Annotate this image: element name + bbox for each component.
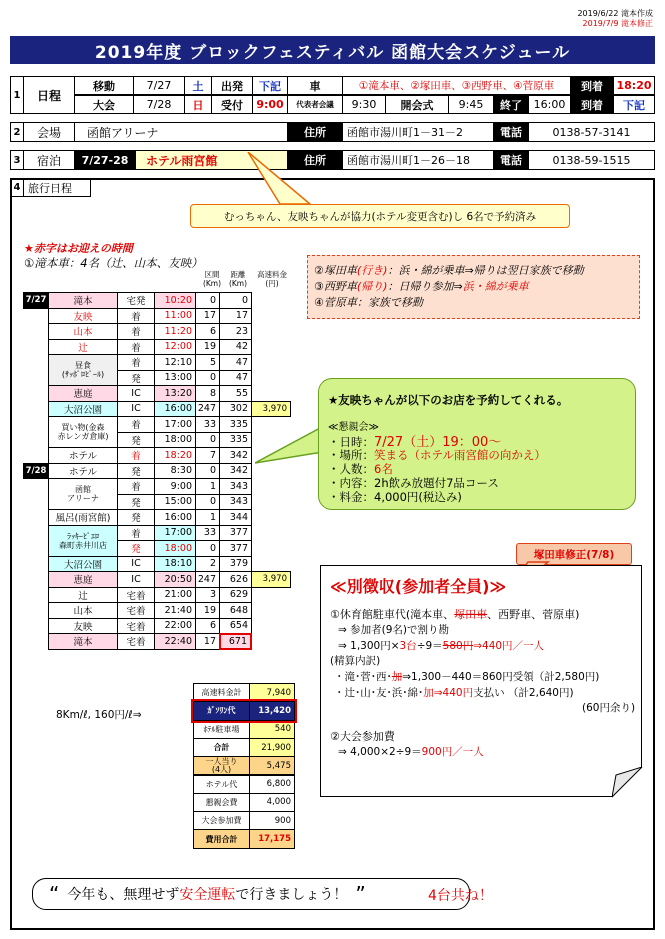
callout1-text: むっちゃん、友映ちゃんが協力(ホテル変更含む)し 6名で予約済み — [223, 210, 537, 223]
place-line1: 函館 — [75, 485, 91, 494]
schedule-section-km: 0 — [195, 370, 220, 387]
uketsuke-label: 受付 — [211, 95, 253, 114]
schedule-total-km: 342 — [219, 447, 252, 464]
place-line1: ﾗｯｷｰﾋﾟｴﾛ — [67, 531, 99, 541]
schedule-date — [23, 370, 49, 387]
row3-num: 3 — [10, 150, 24, 170]
open-label: 開会式 — [385, 95, 449, 114]
row4-num: 4 — [10, 178, 24, 197]
rep-time: 9:30 — [342, 95, 386, 114]
schedule-total-km: 377 — [219, 525, 252, 542]
schedule-time: 17:00 — [154, 525, 196, 542]
schedule-section-km: 19 — [195, 339, 220, 356]
schedule-action: 宅着 — [117, 587, 155, 604]
schedule-place: 大沼公園 — [48, 556, 118, 573]
schedule-time: 17:00 — [154, 416, 196, 433]
cost-label: 高速料金計 — [193, 683, 250, 702]
hdr-toll: 高速料金 (円) — [257, 270, 287, 288]
schedule-total-km: 343 — [219, 478, 252, 495]
party-title: ★友映ちゃんが以下のお店を予約してくれる。 — [328, 393, 569, 407]
pickup-car1: ①滝本車：4名（辻、山本、友映） — [24, 256, 203, 270]
schedule-action: 宅発 — [117, 292, 155, 309]
hdr-kukan: 区間 (Km) — [202, 270, 222, 288]
arrive-val-2: 下記 — [613, 95, 655, 114]
schedule-action: 発 — [117, 494, 155, 511]
schedule-place: 山本 — [48, 602, 118, 619]
schedule-place — [48, 525, 118, 557]
schedule-toll — [251, 323, 291, 340]
created-date: 2019/6/22 滝本作成 — [577, 9, 653, 18]
schedule-section-km: 0 — [195, 432, 220, 449]
arrive-label-1: 到着 — [570, 76, 614, 95]
schedule-toll: 3,970 — [251, 401, 291, 418]
schedule-place — [48, 416, 118, 448]
cost-label — [193, 756, 250, 775]
cost-value: 5,475 — [249, 756, 295, 775]
cost-value: 17,175 — [249, 829, 295, 848]
schedule-time: 11:20 — [154, 323, 196, 340]
cost-label: ｶﾞｿﾘﾝ代 — [193, 701, 250, 720]
schedule-action: IC — [117, 385, 155, 402]
cost-value: 540 — [249, 720, 295, 739]
schedule-time: 12:00 — [154, 339, 196, 356]
extra-title: ≪別徴収(参加者全員)≫ — [330, 577, 507, 596]
other-cars-line3: ④菅原車：家族で移動 — [314, 296, 423, 309]
schedule-section-km: 1 — [195, 478, 220, 495]
dep-val: 下記 — [252, 76, 288, 95]
schedule-action: IC — [117, 556, 155, 573]
schedule-place: ホテル — [48, 463, 118, 480]
party-heading: ≪懇親会≫ — [328, 422, 379, 433]
venue-addr: 函館市湯川町1－31－2 — [342, 122, 494, 142]
open-time: 9:45 — [448, 95, 494, 114]
schedule-total-km: 379 — [219, 556, 252, 573]
row2-num: 2 — [10, 122, 24, 142]
schedule-time: 18:00 — [154, 540, 196, 557]
schedule-action: 着 — [117, 339, 155, 356]
taikai-day: 日 — [184, 95, 212, 114]
quote-close: ” — [355, 882, 366, 906]
schedule-toll — [251, 556, 291, 573]
schedule-section-km: 0 — [195, 463, 220, 480]
cost-label: 合計 — [193, 738, 250, 757]
venue-tel: 0138-57-3141 — [528, 122, 655, 142]
schedule-time: 22:00 — [154, 618, 196, 635]
other-cars-line2: ③西野車(帰り)：日帰り参加⇒浜・綿が乗車 — [314, 280, 529, 293]
schedule-action: 着 — [117, 416, 155, 433]
schedule-place: ホテル — [48, 447, 118, 464]
row4-label: 旅行日程 — [23, 178, 91, 197]
schedule-time: 9:00 — [154, 478, 196, 495]
venue-tel-label: 電話 — [493, 122, 529, 142]
schedule-section-km: 7 — [195, 447, 220, 464]
schedule-total-km: 629 — [219, 587, 252, 604]
schedule-total-km: 344 — [219, 509, 252, 526]
schedule-date — [23, 556, 49, 573]
party-fee: ・料金：4,000円(税込み) — [328, 490, 462, 504]
schedule-section-km: 6 — [195, 618, 220, 635]
cost-label: 大会参加費 — [193, 811, 250, 830]
cost-value: 7,940 — [249, 683, 295, 702]
move-day: 土 — [184, 76, 212, 95]
schedule-date — [23, 618, 49, 635]
schedule-total-km: 648 — [219, 602, 252, 619]
schedule-toll — [251, 633, 291, 650]
schedule-total-km: 671 — [219, 633, 252, 650]
schedule-section-km: 5 — [195, 354, 220, 371]
cost-label: ホテル代 — [193, 775, 250, 794]
place-line2: (ｻｯﾎﾟﾛﾋﾟｰﾙ) — [61, 370, 105, 379]
schedule-time: 8:30 — [154, 463, 196, 480]
schedule-section-km: 0 — [195, 540, 220, 557]
schedule-action: 発 — [117, 432, 155, 449]
schedule-place: 大沼公園 — [48, 401, 118, 418]
schedule-total-km: 335 — [219, 432, 252, 449]
gasoline-highlight — [191, 699, 297, 722]
schedule-time: 16:00 — [154, 401, 196, 418]
schedule-section-km: 8 — [195, 385, 220, 402]
taikai-label: 大会 — [74, 95, 134, 114]
schedule-toll — [251, 509, 291, 526]
schedule-time: 18:20 — [154, 447, 196, 464]
schedule-section-km: 1 — [195, 509, 220, 526]
row2-label: 会場 — [23, 122, 75, 142]
schedule-total-km: 302 — [219, 401, 252, 418]
schedule-section-km: 17 — [195, 633, 220, 650]
schedule-action: 着 — [117, 447, 155, 464]
schedule-section-km: 33 — [195, 525, 220, 542]
schedule-toll — [251, 292, 291, 309]
callout1-pointer — [240, 152, 320, 212]
schedule-total-km: 626 — [219, 571, 252, 588]
schedule-place: 滝本 — [48, 633, 118, 650]
schedule-date: 7/27 — [23, 292, 49, 309]
title-bar — [10, 36, 655, 64]
schedule-section-km: 17 — [195, 308, 220, 325]
schedule-date — [23, 323, 49, 340]
place-line1: 買い物(金森 — [61, 423, 105, 432]
schedule-total-km: 335 — [219, 416, 252, 433]
row1-num: 1 — [10, 76, 24, 114]
schedule-action: 着 — [117, 478, 155, 495]
footer-note: 4台共ね！ — [428, 888, 493, 904]
venue-name: 函館アリーナ — [74, 122, 288, 142]
schedule-time: 13:20 — [154, 385, 196, 402]
schedule-action: 宅着 — [117, 633, 155, 650]
extra-l4: (精算内訳) — [330, 655, 381, 667]
move-label: 移動 — [74, 76, 134, 95]
schedule-time: 21:00 — [154, 587, 196, 604]
schedule-date — [23, 525, 49, 542]
schedule-date — [23, 571, 49, 588]
schedule-total-km: 17 — [219, 308, 252, 325]
schedule-toll — [251, 618, 291, 635]
schedule-section-km: 3 — [195, 587, 220, 604]
schedule-toll — [251, 587, 291, 604]
cost-value: 6,800 — [249, 775, 295, 794]
schedule-total-km: 377 — [219, 540, 252, 557]
fix-label: 塚田車修正(7/8) — [516, 543, 632, 565]
party-date: ・日時：7/27（土）19：00～ — [328, 435, 502, 450]
schedule-time: 13:00 — [154, 370, 196, 387]
schedule-total-km: 55 — [219, 385, 252, 402]
venue-addr-label: 住所 — [287, 122, 343, 142]
cost-value: 13,420 — [249, 701, 295, 720]
cost-value: 21,900 — [249, 738, 295, 757]
rep-label: 代表者会議 — [287, 95, 343, 114]
other-cars-line1: ②塚田車(行き)：浜・綿が乗車⇒帰りは翌日家族で移動 — [314, 264, 584, 277]
schedule-toll — [251, 494, 291, 511]
schedule-place: 山本 — [48, 323, 118, 340]
extra-l8: ②大会参加費 — [330, 730, 395, 743]
lodging-dates: 7/27-28 — [74, 150, 136, 170]
move-date: 7/27 — [133, 76, 185, 95]
schedule-section-km: 33 — [195, 416, 220, 433]
extra-l3: ⇒ 1,300円×3台÷9＝580円⇒440円／一人 — [338, 640, 545, 652]
schedule-place: 辻 — [48, 339, 118, 356]
cost-label: 費用合計 — [193, 829, 250, 848]
schedule-date — [23, 432, 49, 449]
extra-l2: ⇒ 参加者(9名)で割り勘 — [338, 624, 450, 636]
schedule-place: 風呂(雨宮館) — [48, 509, 118, 526]
schedule-date — [23, 494, 49, 511]
schedule-time: 21:40 — [154, 602, 196, 619]
party-plan: ・内容：2h飲み放題付7品コース — [328, 476, 499, 490]
schedule-action: 宅着 — [117, 618, 155, 635]
schedule-toll — [251, 525, 291, 542]
schedule-section-km: 0 — [195, 494, 220, 511]
page-title: 2019年度 ブロックフェスティバル 函館大会スケジュール — [94, 42, 571, 63]
hotel-tel-label: 電話 — [493, 150, 529, 170]
schedule-time: 11:00 — [154, 308, 196, 325]
place-line2: アリーナ — [67, 494, 99, 503]
party-place: ・場所：笑まる（ホテル雨宮館の向かえ） — [328, 448, 546, 462]
schedule-action: 着 — [117, 525, 155, 542]
hotel-tel: 0138-59-1515 — [528, 150, 655, 170]
schedule-action: 発 — [117, 463, 155, 480]
schedule-date — [23, 385, 49, 402]
hotel-name: ホテル雨宮館 — [135, 150, 288, 170]
schedule-total-km: 42 — [219, 339, 252, 356]
extra-l5: ・滝･菅･西･加⇒1,300－440＝860円受領（計2,580円) — [334, 671, 600, 683]
cost-value: 900 — [249, 811, 295, 830]
schedule-toll — [251, 308, 291, 325]
extra-l1: ①休育館駐車代(滝本車、塚田車、西野車、菅原車) — [330, 608, 580, 621]
schedule-time: 10:20 — [154, 292, 196, 309]
schedule-section-km: 0 — [195, 292, 220, 309]
schedule-action: 宅着 — [117, 602, 155, 619]
row3-label: 宿泊 — [23, 150, 75, 170]
schedule-time: 16:00 — [154, 509, 196, 526]
schedule-time: 18:00 — [154, 432, 196, 449]
schedule-action: IC — [117, 571, 155, 588]
schedule-section-km: 6 — [195, 323, 220, 340]
schedule-toll: 3,970 — [251, 571, 291, 588]
schedule-section-km: 247 — [195, 401, 220, 418]
schedule-date — [23, 540, 49, 557]
arrive-label-2: 到着 — [570, 95, 614, 114]
schedule-time: 12:10 — [154, 354, 196, 371]
schedule-action: 着 — [117, 323, 155, 340]
schedule-time: 20:50 — [154, 571, 196, 588]
cost-label-line2: (4人) — [211, 764, 232, 774]
hotel-addr: 函館市湯川町1－26－18 — [342, 150, 494, 170]
place-line2: 森町赤井川店 — [59, 540, 107, 550]
schedule-total-km: 342 — [219, 463, 252, 480]
schedule-total-km: 343 — [219, 494, 252, 511]
schedule-date — [23, 633, 49, 650]
schedule-action: 発 — [117, 370, 155, 387]
schedule-place: 友映 — [48, 308, 118, 325]
schedule-total-km: 23 — [219, 323, 252, 340]
schedule-place — [48, 478, 118, 510]
schedule-place: 辻 — [48, 587, 118, 604]
extra-l7: (60円余り) — [582, 702, 636, 714]
schedule-place: 滝本 — [48, 292, 118, 309]
schedule-date — [23, 602, 49, 619]
callout1-box — [190, 204, 570, 228]
schedule-section-km: 2 — [195, 556, 220, 573]
schedule-total-km: 0 — [219, 292, 252, 309]
extra-l6: ・辻･山･友･浜･綿･加⇒440円支払い （計2,640円) — [334, 687, 574, 699]
schedule-total-km: 654 — [219, 618, 252, 635]
cost-label-line1: 一人当り — [205, 756, 238, 766]
hotel-addr-label: 住所 — [287, 150, 343, 170]
schedule-date — [23, 308, 49, 325]
taikai-date: 7/28 — [133, 95, 185, 114]
schedule-place — [48, 354, 118, 386]
footer-slogan: “ 今年も、無理せず 安全運転 で行きましょう！ ” — [32, 878, 470, 910]
schedule-action: 着 — [117, 308, 155, 325]
extra-l9: ⇒ 4,000×2÷9＝900円／一人 — [338, 746, 484, 758]
schedule-total-km: 47 — [219, 370, 252, 387]
car-label: 車 — [287, 76, 343, 95]
pickup-title: ★赤字はお迎えの時間 — [24, 242, 133, 255]
end-time: 16:00 — [528, 95, 571, 114]
cost-label: ﾎﾃﾙ駐車場 — [193, 720, 250, 739]
schedule-action: 着 — [117, 354, 155, 371]
fuel-note: 8Km/ℓ, 160円/ℓ⇒ — [56, 709, 142, 721]
schedule-total-km: 47 — [219, 354, 252, 371]
place-line2: 赤レンガ倉庫) — [57, 432, 109, 441]
schedule-date — [23, 339, 49, 356]
cost-value: 4,000 — [249, 793, 295, 812]
schedule-toll — [251, 385, 291, 402]
schedule-section-km: 247 — [195, 571, 220, 588]
arrive-val-1: 18:20 — [613, 76, 655, 95]
schedule-section-km: 19 — [195, 602, 220, 619]
schedule-date — [23, 587, 49, 604]
schedule-toll — [251, 354, 291, 371]
schedule-time: 15:00 — [154, 494, 196, 511]
schedule-toll — [251, 540, 291, 557]
schedule-date — [23, 401, 49, 418]
row1-label: 日程 — [23, 76, 75, 114]
dep-label: 出発 — [211, 76, 253, 95]
schedule-place: 恵庭 — [48, 571, 118, 588]
schedule-action: 発 — [117, 509, 155, 526]
schedule-toll — [251, 370, 291, 387]
schedule-action: IC — [117, 401, 155, 418]
schedule-time: 18:10 — [154, 556, 196, 573]
schedule-toll — [251, 602, 291, 619]
hdr-kyori: 距離 (Km) — [228, 270, 248, 288]
schedule-date: 7/28 — [23, 463, 49, 480]
schedule-place: 友映 — [48, 618, 118, 635]
schedule-date — [23, 447, 49, 464]
schedule-date — [23, 416, 49, 433]
cars-list: ①滝本車、②塚田車、③西野車、④菅原車 — [342, 76, 571, 95]
party-people: ・人数：6名 — [328, 462, 393, 476]
schedule-date — [23, 509, 49, 526]
quote-open: “ — [49, 882, 60, 906]
schedule-time: 22:40 — [154, 633, 196, 650]
schedule-date — [23, 354, 49, 371]
revised-date: 2019/7/9 滝本修正 — [582, 19, 653, 28]
uketsuke-time: 9:00 — [252, 95, 288, 114]
schedule-date — [23, 478, 49, 495]
schedule-place: 恵庭 — [48, 385, 118, 402]
page-curl — [612, 767, 644, 799]
schedule-action: 発 — [117, 540, 155, 557]
cost-label: 懇親会費 — [193, 793, 250, 812]
schedule-toll — [251, 339, 291, 356]
end-label: 終了 — [493, 95, 529, 114]
place-line1: 昼食 — [75, 361, 91, 370]
